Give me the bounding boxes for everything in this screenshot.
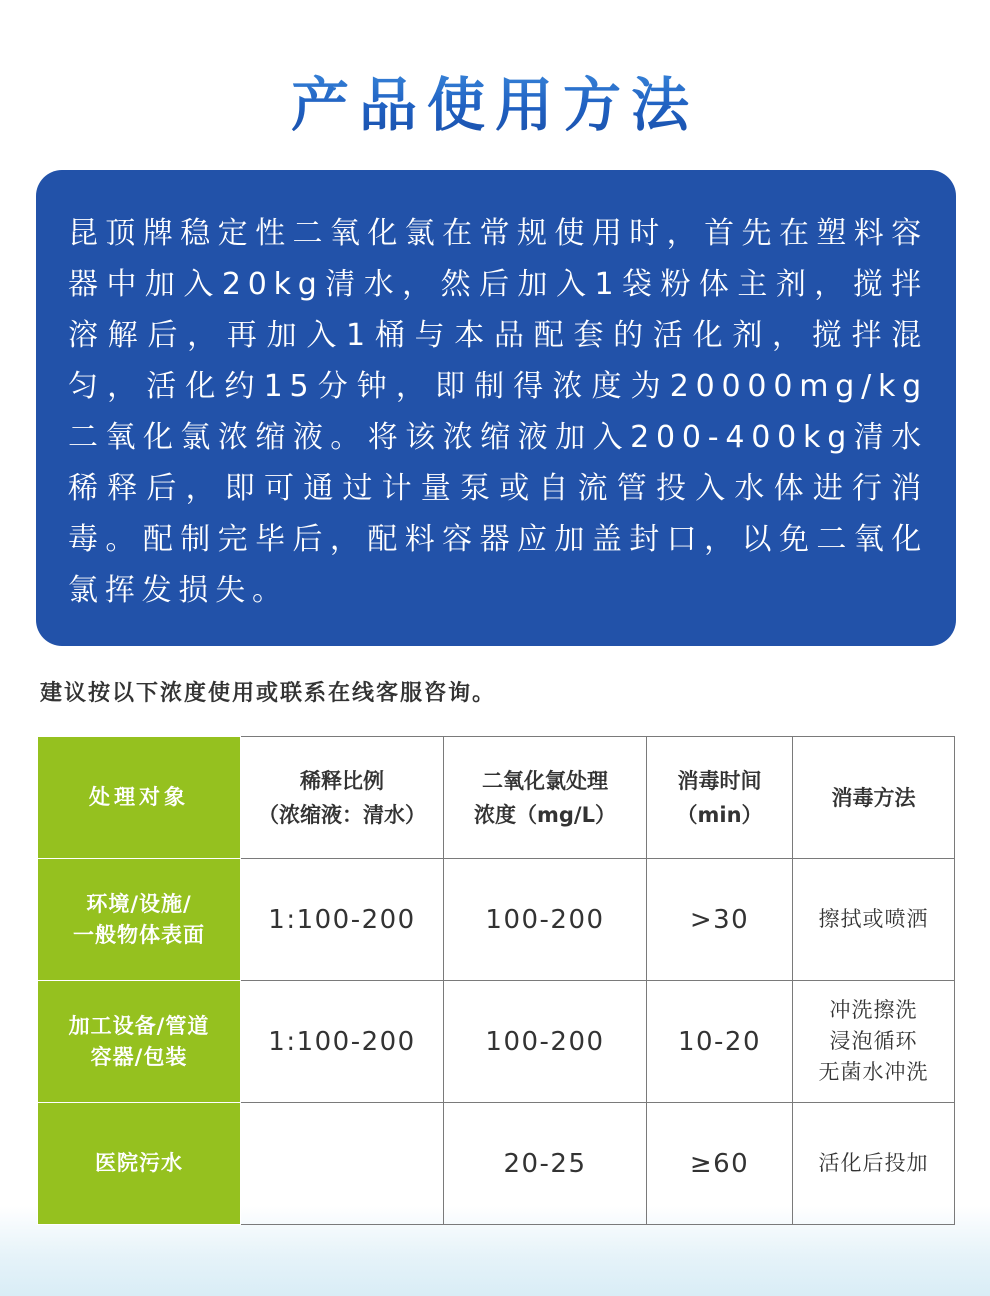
table-header-row <box>38 737 955 859</box>
row-ratio: 1:100-200 <box>241 859 444 981</box>
row-time: >30 <box>647 859 793 981</box>
row-time: 10-20 <box>647 981 793 1103</box>
row-method: 冲洗擦洗 浸泡循环 无菌水冲洗 <box>793 981 955 1103</box>
row-time: ≥60 <box>647 1103 793 1225</box>
row-method: 活化后投加 <box>793 1103 955 1225</box>
row-object: 加工设备/管道 容器/包装 <box>38 981 241 1103</box>
header-time: 消毒时间 （min） <box>647 737 793 859</box>
usage-table <box>37 736 955 1225</box>
advice-note: 建议按以下浓度使用或联系在线客服咨询。 <box>40 681 497 706</box>
header-concentration: 二氧化氯处理 浓度（mg/L） <box>444 737 647 859</box>
row-concentration: 20-25 <box>444 1103 647 1225</box>
table-row <box>38 981 955 1103</box>
row-method: 擦拭或喷洒 <box>793 859 955 981</box>
header-method: 消毒方法 <box>793 737 955 859</box>
row-concentration: 100-200 <box>444 981 647 1103</box>
row-concentration: 100-200 <box>444 859 647 981</box>
instructions-text: 昆顶牌稳定性二氧化氯在常规使用时，首先在塑料容器中加入20kg清水，然后加入1袋粉体主剂，搅拌溶解后，再加入1桶与本品配套的活化剂，搅拌混匀，活化约15分钟，即制得浓度为20000mg/kg二氧化氯浓缩液。将该浓缩液加入200-400kg清水稀释后，即可通过计量泵或自流管投入水体进行消毒。配制完毕后，配料容器应加盖封口，以免二氧化氯挥发损失。 <box>68 216 928 608</box>
page-title: 产品使用方法 <box>0 58 990 142</box>
row-ratio <box>241 1103 444 1225</box>
header-object: 处理对象 <box>38 737 241 859</box>
table-row <box>38 1103 955 1225</box>
header-ratio: 稀释比例 （浓缩液：清水） <box>241 737 444 859</box>
row-object: 环境/设施/ 一般物体表面 <box>38 859 241 981</box>
row-ratio: 1:100-200 <box>241 981 444 1103</box>
table-row <box>38 859 955 981</box>
instructions-panel <box>36 170 956 646</box>
row-object: 医院污水 <box>38 1103 241 1225</box>
